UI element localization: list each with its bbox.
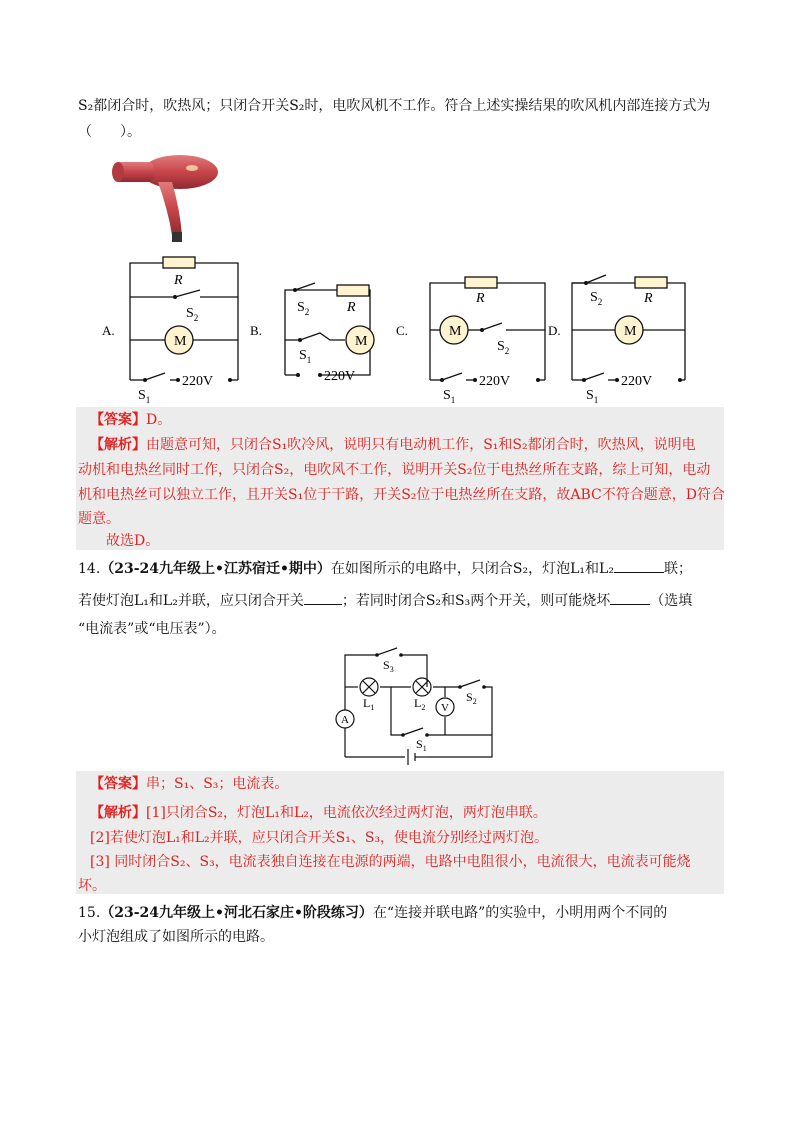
answer-blank-2[interactable] bbox=[304, 589, 342, 605]
switch-s2-label: $S_2$ bbox=[466, 690, 477, 706]
analysis-line4-q14: 坏。 bbox=[78, 878, 106, 894]
option-a-label: A. bbox=[102, 323, 115, 338]
question-13-text-line1: S₂都闭合时，吹热风；只闭合开关S₂时，电吹风机不工作。符合上述实操结果的吹风机内部连接方式为 bbox=[78, 98, 711, 114]
question-source: （23-24九年级上•江苏宿迁•期中） bbox=[100, 561, 331, 577]
ammeter-label: A bbox=[341, 714, 349, 726]
switch-s2-label-c: $S_2$ bbox=[497, 339, 510, 356]
circuit-options-figure bbox=[90, 245, 710, 405]
switch-s1-label-c: $S_1$ bbox=[443, 388, 456, 405]
resistor-label-d: R bbox=[644, 291, 653, 306]
question-number: 14. bbox=[78, 561, 101, 577]
answer-blank-3[interactable] bbox=[610, 589, 650, 605]
switch-s2-label-a: $S_2$ bbox=[186, 306, 199, 323]
motor-label-c: M bbox=[449, 324, 462, 339]
resistor-label-c: R bbox=[476, 291, 485, 306]
answer-tag: 【答案】 bbox=[90, 412, 146, 428]
analysis-line2-q14: [2]若使灯泡L₁和L₂并联，应只闭合开关S₁、S₃，使电流分别经过两灯泡。 bbox=[90, 830, 549, 846]
analysis-line1-q13 bbox=[90, 434, 696, 456]
resistor-label-a: R bbox=[174, 273, 183, 288]
option-d-label: D. bbox=[548, 323, 561, 338]
question-13-text-line2: （ ）。 bbox=[78, 124, 141, 140]
switch-s1-label-b: $S_1$ bbox=[299, 348, 312, 365]
question-text: ；若同时闭合S₂和S₃两个开关，则可能烧坏 bbox=[341, 593, 611, 609]
answer-blank-1[interactable] bbox=[614, 557, 664, 573]
question-text: （选填 bbox=[650, 593, 693, 609]
switch-s1-label-a: $S_1$ bbox=[138, 388, 151, 405]
hair-dryer-image bbox=[110, 150, 220, 245]
switch-s1-label-d: $S_1$ bbox=[586, 388, 599, 405]
question-text: 联； bbox=[663, 561, 692, 577]
voltmeter-label: V bbox=[441, 702, 449, 714]
circuit-figure-q14 bbox=[325, 645, 505, 765]
answer-line-q14 bbox=[90, 773, 288, 795]
lamp-l2-label: $L_2$ bbox=[414, 696, 426, 712]
question-15-line2: 小灯泡组成了如图所示的电路。 bbox=[78, 929, 274, 945]
answer-text: 串；S₁、S₃；电流表。 bbox=[146, 776, 289, 792]
question-text: 若使灯泡L₁和L₂并联，应只闭合开关 bbox=[78, 593, 304, 609]
analysis-line3-q13: 机和电热丝可以独立工作，且开关S₁位于干路，开关S₂位于电热丝所在支路，故ABC不符合题意，D符合 bbox=[78, 487, 725, 503]
analysis-tag: 【解析】 bbox=[90, 805, 146, 821]
answer-line-q13 bbox=[90, 409, 171, 431]
supply-label-a: 220V bbox=[182, 374, 214, 389]
supply-label-d: 220V bbox=[621, 374, 653, 389]
analysis-line1-q14 bbox=[90, 802, 547, 824]
switch-s3-label: $S_3$ bbox=[383, 658, 394, 674]
question-text: 在“连接并联电路”的实验中，小明用两个不同的 bbox=[372, 905, 668, 921]
analysis-tag: 【解析】 bbox=[90, 437, 146, 453]
motor-label-d: M bbox=[624, 324, 637, 339]
question-15-line1 bbox=[78, 902, 667, 924]
analysis-line2-q13: 动机和电热丝同时工作，只闭合S₂，电吹风不工作，说明开关S₂位于电热丝所在支路，综上可知，电动 bbox=[78, 462, 711, 478]
answer-text: D。 bbox=[146, 412, 172, 428]
analysis-text: 由题意可知，只闭合S₁吹冷风，说明只有电动机工作，S₁和S₂都闭合时，吹热风，说明电 bbox=[146, 437, 696, 453]
analysis-line3-q14: [3] 同时闭合S₂、S₃，电流表独自连接在电源的两端，电路中电阻很小，电流很大，电流表可能烧 bbox=[90, 854, 691, 870]
analysis-text: [1]只闭合S₂，灯泡L₁和L₂，电流依次经过两灯泡，两灯泡串联。 bbox=[146, 805, 547, 821]
conclusion-q13: 故选D。 bbox=[106, 533, 160, 549]
answer-tag: 【答案】 bbox=[90, 776, 146, 792]
question-text: 在如图所示的电路中，只闭合S₂，灯泡L₁和L₂ bbox=[330, 561, 614, 577]
question-14-line3: “电流表”或“电压表”）。 bbox=[78, 621, 226, 637]
switch-s2-label-d: $S_2$ bbox=[590, 290, 603, 307]
supply-label-c: 220V bbox=[479, 374, 511, 389]
supply-label-b: 220V bbox=[324, 369, 356, 384]
question-number: 15. bbox=[78, 905, 101, 921]
question-14-line2 bbox=[78, 589, 692, 612]
motor-label-a: M bbox=[174, 334, 187, 349]
option-b-label: B. bbox=[250, 323, 262, 338]
question-14-line1 bbox=[78, 557, 692, 580]
switch-s2-label-b: $S_2$ bbox=[297, 300, 310, 317]
option-c-label: C. bbox=[396, 323, 408, 338]
resistor-label-b: R bbox=[347, 300, 356, 315]
lamp-l1-label: $L_1$ bbox=[363, 696, 375, 712]
question-source: （23-24九年级上•河北石家庄•阶段练习） bbox=[100, 905, 373, 921]
analysis-line4-q13: 题意。 bbox=[78, 511, 120, 527]
motor-label-b: M bbox=[355, 334, 368, 349]
switch-s1-label: $S_1$ bbox=[416, 737, 427, 753]
